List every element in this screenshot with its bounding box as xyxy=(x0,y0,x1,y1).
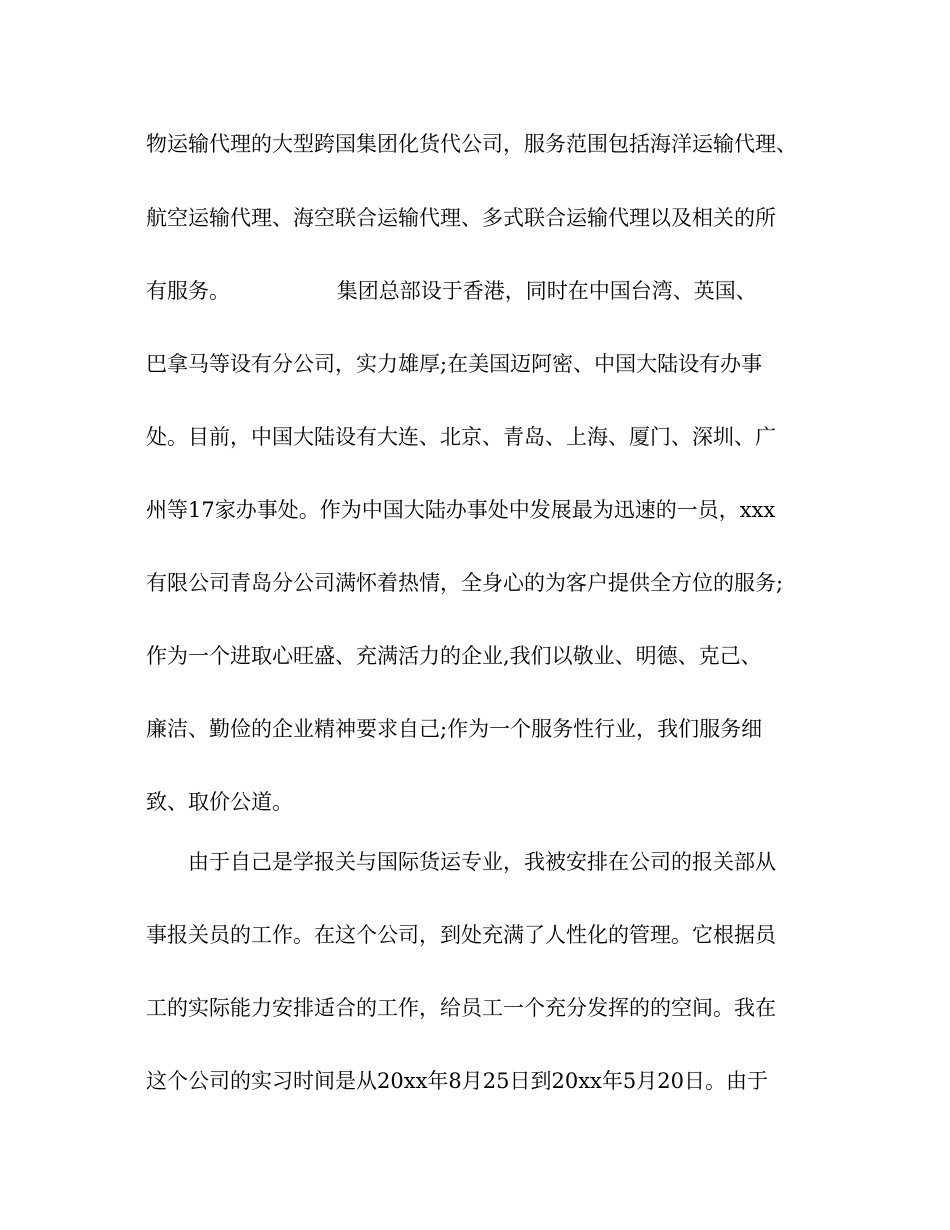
text-line: 航空运输代理、海空联合运输代理、多式联合运输代理以及相关的所 xyxy=(146,206,776,230)
text-line: 作为一个进取心旺盛、充满活力的企业,我们以敬业、明德、克己、 xyxy=(146,644,762,668)
text-line: 工的实际能力安排适合的工作，给员工一个充分发挥的的空间。我在 xyxy=(146,996,776,1020)
text-line: 事报关员的工作。在这个公司，到处充满了人性化的管理。它根据员 xyxy=(146,923,776,947)
text-line: 州等17家办事处。作为中国大陆办事处中发展最为迅速的一员，xxx xyxy=(146,498,776,522)
text-line: 巴拿马等设有分公司，实力雄厚;在美国迈阿密、中国大陆设有办事 xyxy=(146,352,763,376)
text-line: 廉洁、勤俭的企业精神要求自己;作为一个服务性行业，我们服务细 xyxy=(146,717,763,741)
paragraph-first-line: 由于自己是学报关与国际货运专业，我被安排在公司的报关部从 xyxy=(188,850,776,874)
text-line: 物运输代理的大型跨国集团化货代公司，服务范围包括海洋运输代理、 xyxy=(146,132,797,156)
text-line: 致、取价公道。 xyxy=(146,790,293,814)
text-line: 这个公司的实习时间是从20xx年8月25日到20xx年5月20日。由于 xyxy=(146,1069,768,1093)
text-line: 有服务。 集团总部设于香港，同时在中国台湾、英国、 xyxy=(146,279,757,303)
text-line: 处。目前，中国大陆设有大连、北京、青岛、上海、厦门、深圳、广 xyxy=(146,425,776,449)
text-line: 有限公司青岛分公司满怀着热情，全身心的为客户提供全方位的服务; xyxy=(146,571,784,595)
